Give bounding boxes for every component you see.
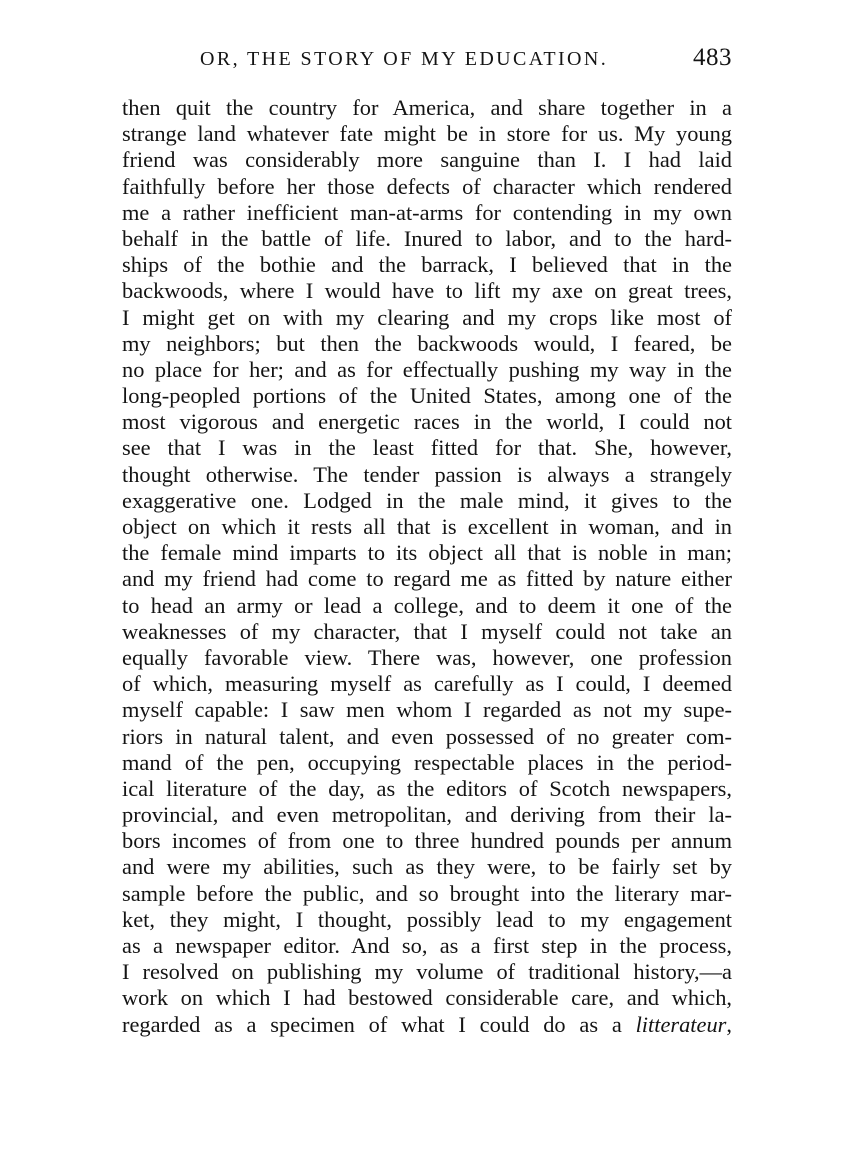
text-line: bors incomes of from one to three hundred pounds per annum <box>122 828 732 854</box>
text-line: myself capable: I saw men whom I regarded as not my supe- <box>122 697 732 723</box>
text-line: as a newspaper editor. And so, as a first step in the process, <box>122 933 732 958</box>
last-line-punctuation: , <box>726 1011 732 1037</box>
text-line: I resolved on publishing my volume of traditional history,—a <box>122 959 732 985</box>
text-line: provincial, and even metropolitan, and deriving from their la- <box>122 802 732 828</box>
text-line: backwoods, where I would have to lift my axe on great trees, <box>122 278 732 304</box>
last-line-text: regarded as a specimen of what I could do as a <box>122 1011 636 1037</box>
text-line: no place for her; and as for effectually pushing my way in the <box>122 356 732 382</box>
text-line: work on which I had bestowed considerable care, and which, <box>122 985 732 1011</box>
text-line: sample before the public, and so brought into the literary mar- <box>122 880 732 906</box>
text-line: thought otherwise. The tender passion is always a strangely <box>122 461 732 487</box>
text-line: ships of the bothie and the barrack, I believed that in the <box>122 252 732 278</box>
text-line: weaknesses of my character, that I myself could not take an <box>122 618 732 644</box>
text-line: riors in natural talent, and even possessed of no greater com- <box>122 723 732 749</box>
text-lines <box>122 95 732 1012</box>
text-line: then quit the country for America, and share together in a <box>122 95 732 120</box>
last-line-italic-word: litterateur <box>635 1011 727 1037</box>
running-head <box>120 44 732 80</box>
page-number: 483 <box>693 44 732 71</box>
text-line: long-peopled portions of the United States, among one of the <box>122 383 732 409</box>
text-line: and were my abilities, such as they were, to be fairly set by <box>122 854 732 880</box>
text-line: strange land whatever fate might be in store for us. My young <box>122 121 732 147</box>
text-line: the female mind imparts to its object all that is noble in man; <box>122 540 732 566</box>
text-line: ical literature of the day, as the editors of Scotch newspapers, <box>122 775 732 801</box>
text-line: equally favorable view. There was, however, one profession <box>122 644 732 670</box>
text-line: ket, they might, I thought, possibly lead to my engagement <box>122 906 732 932</box>
text-line: behalf in the battle of life. Inured to labor, and to the hard- <box>122 225 732 251</box>
text-line: exaggerative one. Lodged in the male mind, it gives to the <box>122 487 732 513</box>
text-line: I might get on with my clearing and my crops like most of <box>122 304 732 330</box>
text-line: and my friend had come to regard me as fitted by nature either <box>122 566 732 592</box>
text-line: object on which it rests all that is excellent in woman, and in <box>122 514 732 539</box>
text-line: to head an army or lead a college, and to deem it one of the <box>122 592 732 618</box>
text-line: of which, measuring myself as carefully as I could, I deemed <box>122 671 732 697</box>
text-line: friend was considerably more sanguine than I. I had laid <box>122 147 732 173</box>
body-text <box>122 95 732 1038</box>
text-line: mand of the pen, occupying respectable places in the period- <box>122 749 732 775</box>
text-line: faithfully before her those defects of character which rendered <box>122 173 732 199</box>
text-line: me a rather inefficient man-at-arms for contending in my own <box>122 199 732 225</box>
text-line: see that I was in the least fitted for that. She, however, <box>122 435 732 461</box>
text-line: most vigorous and energetic races in the world, I could not <box>122 409 732 435</box>
text-line-last <box>122 1012 732 1038</box>
running-title: OR, THE STORY OF MY EDUCATION. <box>200 48 609 70</box>
text-line: my neighbors; but then the backwoods would, I feared, be <box>122 330 732 356</box>
